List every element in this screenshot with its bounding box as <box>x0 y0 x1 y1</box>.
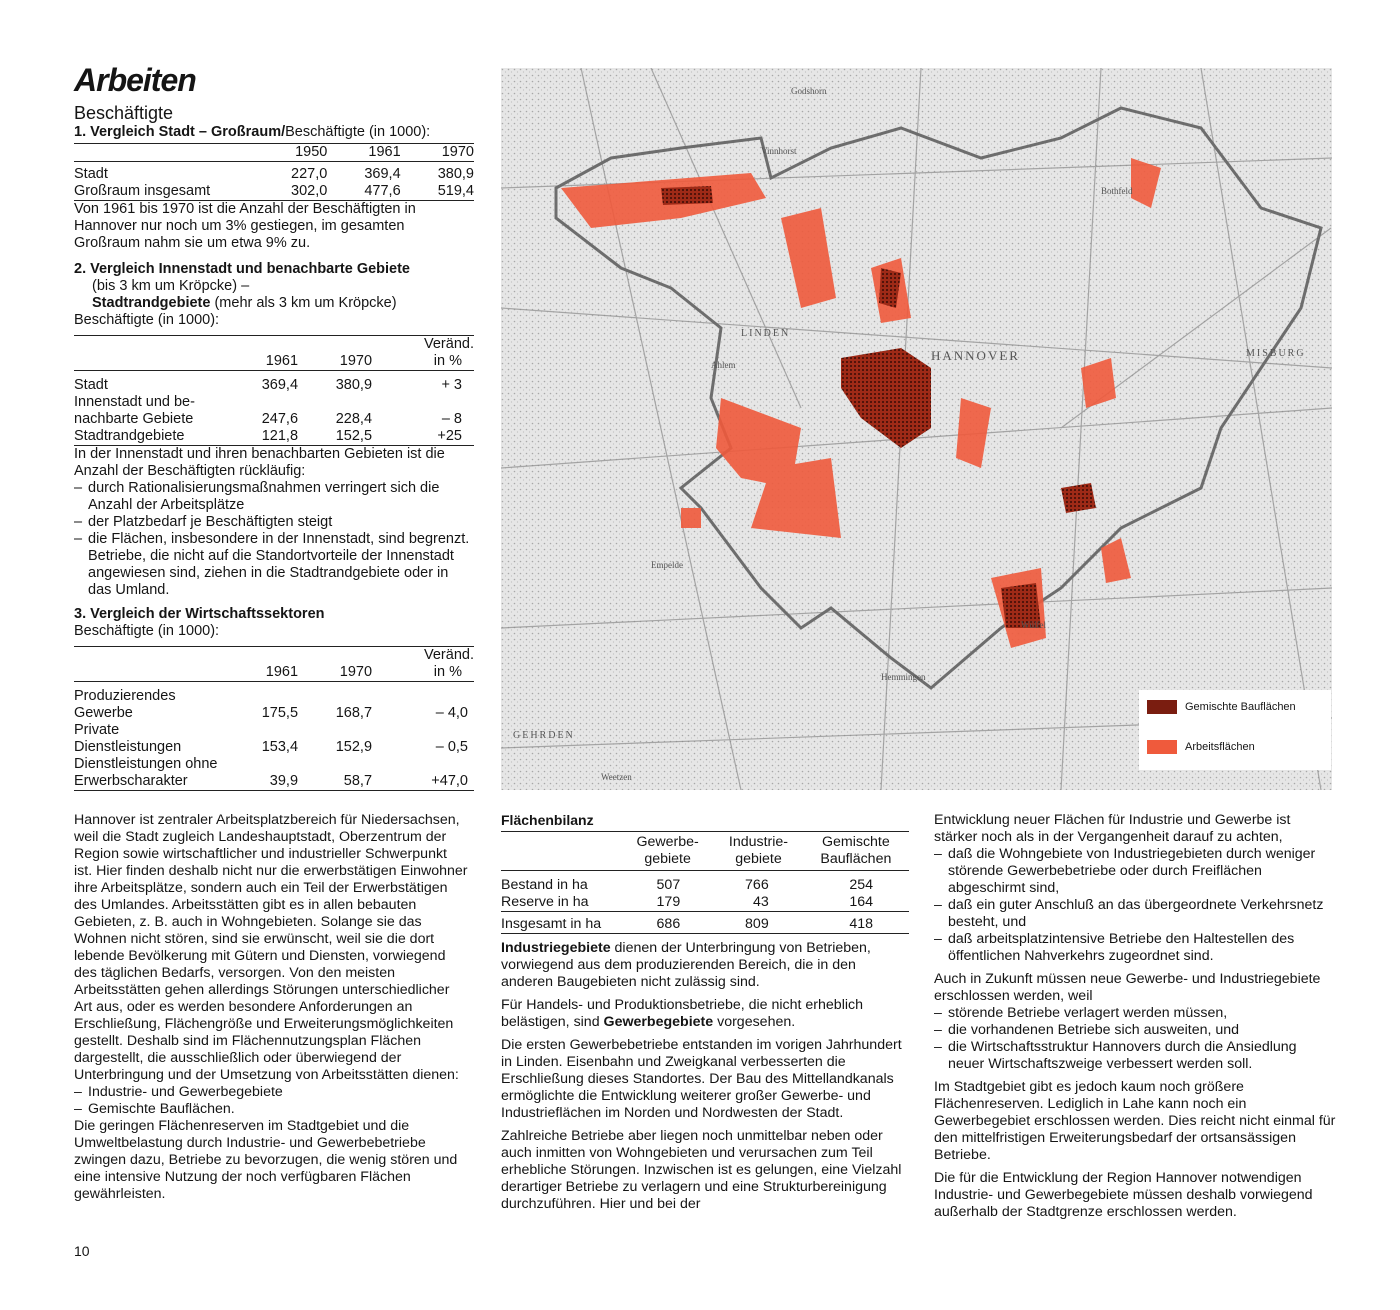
page-number: 10 <box>74 1243 90 1259</box>
paragraph: Im Stadtgebiet gibt es jedoch kaum noch größere Flächenreserven. Lediglich in Lahe kann noch ein Gewerbegebiet erschlossen werden. Dies reicht nicht einmal für den mittelfristigen Erweiterungsbedarf der ortsansässigen Betriebe. <box>934 1079 1336 1163</box>
paragraph: Entwicklung neuer Flächen für Industrie und Gewerbe ist stärker noch als in der Vergangenheit darauf zu achten, <box>934 812 1291 845</box>
paragraph: Auch in Zukunft müssen neue Gewerbe- und Industriegebiete erschlossen werden, weil <box>934 971 1321 1004</box>
map-label-hemmingen: Hemmingen <box>881 672 926 682</box>
table-header-cell: 1970 <box>339 353 373 369</box>
table-row: Produzierendes <box>74 688 176 704</box>
bullet-list <box>934 1005 1336 1073</box>
table-row-total: Insgesamt in ha 686 809 418 <box>501 916 909 934</box>
table-header-cell: Industrie- gebiete <box>728 834 789 867</box>
map-label-linden: LINDEN <box>741 328 791 339</box>
list-item: – die Wirtschaftsstruktur Hannovers durch die Ansiedlung neuer Wirtschaftszweige verbessert werden soll. <box>934 1039 1336 1073</box>
map-label-gehrden: GEHRDEN <box>513 730 575 741</box>
paragraph: Hannover ist zentraler Arbeitsplatzbereich für Niedersachsen, weil die Stadt zugleich Landeshauptstadt, Oberzentrum der Region sowie wirtschaftlicher und industrieller Schwerpunkt ist. Hier finden deshalb nicht nur die erwerbstätigen Einwohner ihre Arbeitsplätze, sondern auch ein Teil der Erwerbstätigen des Umlandes. Arbeitsstätten gibt es in allen bebauten Gebieten, z. B. auch in Wohngebieten. Solange sie das Wohnen nicht stören, sind sie erwünscht, weil sie die dort lebende Bevölkerung mit Gütern und Diensten, vorwiegend des täglichen Bedarfs, versorgen. Von den meisten Arbeitsstätten gehen allerdings Störungen unterschiedlicher Art aus, oder es werden besondere Anforderungen an Erschließung, Flächengröße und Erweiterungsmöglichkeiten gestellt. Deshalb sind im Flächennutzungsplan Flächen dargestellt, die ausschließlich oder überwiegend der Unterbringung und der Umsetzung von Arbeitsstätten dienen: <box>74 812 468 1083</box>
map-label-hannover: HANNOVER <box>931 348 1020 363</box>
list-item: – daß die Wohngebiete von Industriegebieten durch weniger störende Gewerbebetriebe oder durch Freiflächen abgeschirmt sind, <box>934 846 1336 897</box>
table-header-cell: 1970 <box>441 144 474 160</box>
legend-swatch-mixed <box>1147 700 1177 714</box>
map-label-bothfeld: Bothfeld <box>1101 186 1133 196</box>
map-label-ahlem: Ahlem <box>711 360 736 370</box>
table-row: nachbarte Gebiete 247,6 228,4 – 8 <box>74 411 462 427</box>
table-header-cell: 1961 <box>265 353 299 369</box>
page-title: Arbeiten <box>74 62 196 98</box>
section1-table <box>74 143 474 201</box>
paragraph: Für Handels- und Produktionsbetriebe, die nicht erheblich belästigen, sind Gewerbegebiete vorgesehen. <box>501 997 863 1030</box>
map-label-wuelfel: Wülfel <box>1021 620 1046 630</box>
section1-heading: 1. Vergleich Stadt – Großraum/Beschäftigte (in 1000): <box>74 124 431 140</box>
table-row: Gewerbe 175,5 168,7 – 4,0 <box>74 705 468 721</box>
section3-table: Veränd. 1961 1970 in % Produzierendes Gewerbe 175,5 168,7 – 4,0 Private Dienstleistungen 153,4 152,9 – 0,5 Dienstleistungen ohne Erwerbscharakter 39,9 58,7 +47,0 <box>74 647 474 789</box>
table-row: Stadt 369,4 380,9 + 3 <box>74 377 462 393</box>
legend-swatch-work <box>1147 740 1177 754</box>
text-column-3 <box>934 812 1336 1227</box>
table-header-cell: 1961 <box>368 144 401 160</box>
paragraph: Die ersten Gewerbebetriebe entstanden im vorigen Jahrhundert in Linden. Eisenbahn und Zweigkanal verbesserten die Erschließung dieses Standortes. Der Bau des Mittellandkanals ermöglichte die Entwicklung weiterer großer Gewerbe- und Industrieflächen im Norden und Nordwesten der Stadt. <box>501 1037 902 1121</box>
table-row: Großraum insgesamt 302,0 477,6 519,4 <box>74 183 474 199</box>
section2-list <box>74 480 474 599</box>
table-header-cell: in % <box>433 664 462 680</box>
land-use-map <box>501 68 1332 790</box>
table-row: Dienstleistungen ohne <box>74 756 218 772</box>
section2-text: In der Innenstadt und ihren benachbarten Gebieten ist die Anzahl der Beschäftigten rückläufig: <box>74 446 445 479</box>
text-column-1 <box>74 812 469 1209</box>
list-item: – der Platzbedarf je Beschäftigten steigt <box>74 514 474 531</box>
flaechenbilanz-table <box>501 831 909 934</box>
bullet-list <box>934 846 1336 965</box>
map-label-empelde: Empelde <box>651 560 683 570</box>
table-header-cell: 1970 <box>339 664 373 680</box>
table-header-cell: 1961 <box>265 664 299 680</box>
table-header-cell: 1950 <box>295 144 328 160</box>
table-row: Stadtrandgebiete 121,8 152,5 +25 <box>74 428 474 446</box>
list-item: – daß arbeitsplatzintensive Betriebe den Haltestellen des öffentlichen Nahverkehrs zugeordnet sind. <box>934 931 1336 965</box>
map-legend <box>1139 690 1331 770</box>
table-row: Bestand in ha 507 766 254 <box>501 877 873 893</box>
map-label-misburg: MISBURG <box>1246 348 1306 359</box>
legend-label: Arbeitsflächen <box>1185 741 1255 753</box>
map-label-vinnhorst: Vinnhorst <box>761 146 797 156</box>
paragraph: Industriegebiete dienen der Unterbringung von Betrieben, vorwiegend aus dem produzierenden Bereich, die in den anderen Baugebieten nicht zulässig sind. <box>501 940 871 990</box>
statistics-column: 1. Vergleich Stadt – Großraum/Beschäftigte (in 1000): 1950 1961 1970 Stadt 227,0 369,4 380,9 Großraum insgesamt 302,0 477,6 519,4 Von 1961 bis 1970 ist die Anzahl der Beschäftigten in Hannover nur noch um 3% gestiegen, im gesamten Großraum nahm sie um etwa 9% zu. 2. Vergleich Innenstadt und benachbarte Gebiete (bis 3 km um Kröpcke) – Stadtrandgebiete (mehr als 3 km um Kröpcke) Beschäftigte (in 1000): Veränd. 1961 1970 in % Stadt 369,4 380,9 + 3 Innenstadt und be- nachbarte Gebiete 247,6 228,4 – 8 Stadtrandgebiete 121,8 152,5 +25 In der Innenstadt und ihren benachbarten Gebieten ist die Anzahl der Beschäftigten rückläufig: – durch Rationalisierungsmaßnahmen verringert sich die Anzahl der Arbeitsplätze – der Platzbedarf je Beschäftigten steigt – die Flächen, insbesondere in der Innenstadt, sind begrenzt. Betriebe, die nicht auf die Standortvorteile der Innenstadt angewiesen sind, ziehen in die Stadtrandgebiete oder in das Umland. 3. Vergleich der Wirtschaftssektoren Beschäftigte (in 1000): Veränd. 1961 1970 in % Produzierendes Gewerbe 175,5 168,7 – 4,0 Private Dienstleistungen 153,4 152,9 – 0,5 Dienstleistungen ohne Erwerbscharakter 39,9 58,7 +47,0 <box>74 124 474 791</box>
bullet-list <box>74 1084 469 1118</box>
page-subtitle: Beschäftigte <box>74 103 174 123</box>
table-row: Reserve in ha 179 43 164 <box>501 894 909 912</box>
list-item: – die Flächen, insbesondere in der Innenstadt, sind begrenzt. Betriebe, die nicht auf die Standortvorteile der Innenstadt angewiesen sind, ziehen in die Stadtrandgebiete oder in das Umland. <box>74 531 474 599</box>
paragraph: Die geringen Flächenreserven im Stadtgebiet und die Umweltbelastung durch Industrie- und Gewerbebetriebe zwingen dazu, Betriebe zu bevorzugen, die wenig stören und eine intensive Nutzung der noch verfügbaren Flächen gewährleisten. <box>74 1118 458 1202</box>
map-label-godshorn: Godshorn <box>791 86 827 96</box>
table-row: Dienstleistungen 153,4 152,9 – 0,5 <box>74 739 468 755</box>
text-column-2 <box>501 812 909 1219</box>
list-item: – störende Betriebe verlagert werden müssen, <box>934 1005 1336 1022</box>
list-item: – daß ein guter Anschluß an das übergeordnete Verkehrsnetz besteht, und <box>934 897 1336 931</box>
bilanz-heading: Flächenbilanz <box>501 812 594 828</box>
section3-heading: 3. Vergleich der Wirtschaftssektoren <box>74 606 325 622</box>
table-header-cell: Gemischte Bauflächen <box>820 834 892 867</box>
list-item: – Gemischte Bauflächen. <box>74 1101 469 1118</box>
table-row: Erwerbscharakter 39,9 58,7 +47,0 <box>74 773 474 791</box>
list-item: – Industrie- und Gewerbegebiete <box>74 1084 469 1101</box>
map-label-weetzen: Weetzen <box>601 772 632 782</box>
table-row: Private <box>74 722 120 738</box>
section1-text: Von 1961 bis 1970 ist die Anzahl der Beschäftigten in Hannover nur noch um 3% gestiegen, im gesamten Großraum nahm sie um etwa 9% zu. <box>74 201 416 251</box>
section2-table: Veränd. 1961 1970 in % Stadt 369,4 380,9 + 3 Innenstadt und be- nachbarte Gebiete 247,6 228,4 – 8 Stadtrandgebiete 121,8 152,5 +25 <box>74 336 474 444</box>
list-item: – die vorhandenen Betriebe sich ausweiten, und <box>934 1022 1336 1039</box>
section2-heading: 2. Vergleich Innenstadt und benachbarte Gebiete <box>74 261 410 277</box>
table-row: Stadt 227,0 369,4 380,9 <box>74 166 474 182</box>
paragraph: Zahlreiche Betriebe aber liegen noch unmittelbar neben oder auch inmitten von Wohngebieten und verursachen zum Teil erhebliche Störungen. Inzwischen ist es gelungen, eine Vielzahl derartiger Betriebe zu verlagern und eine Strukturbereinigung durchzuführen. Hier und bei der <box>501 1128 902 1212</box>
table-row: Innenstadt und be- <box>74 394 195 410</box>
list-item: – durch Rationalisierungsmaßnahmen verringert sich die Anzahl der Arbeitsplätze <box>74 480 474 514</box>
paragraph: Die für die Entwicklung der Region Hannover notwendigen Industrie- und Gewerbegebiete müssen deshalb vorwiegend außerhalb der Stadtgrenze erschlossen werden. <box>934 1170 1313 1220</box>
table-header-cell: Gewerbe- gebiete <box>636 834 699 867</box>
table-header-cell: in % <box>433 353 462 369</box>
legend-label: Gemischte Bauflächen <box>1185 701 1296 713</box>
map-graphic <box>501 68 1332 790</box>
